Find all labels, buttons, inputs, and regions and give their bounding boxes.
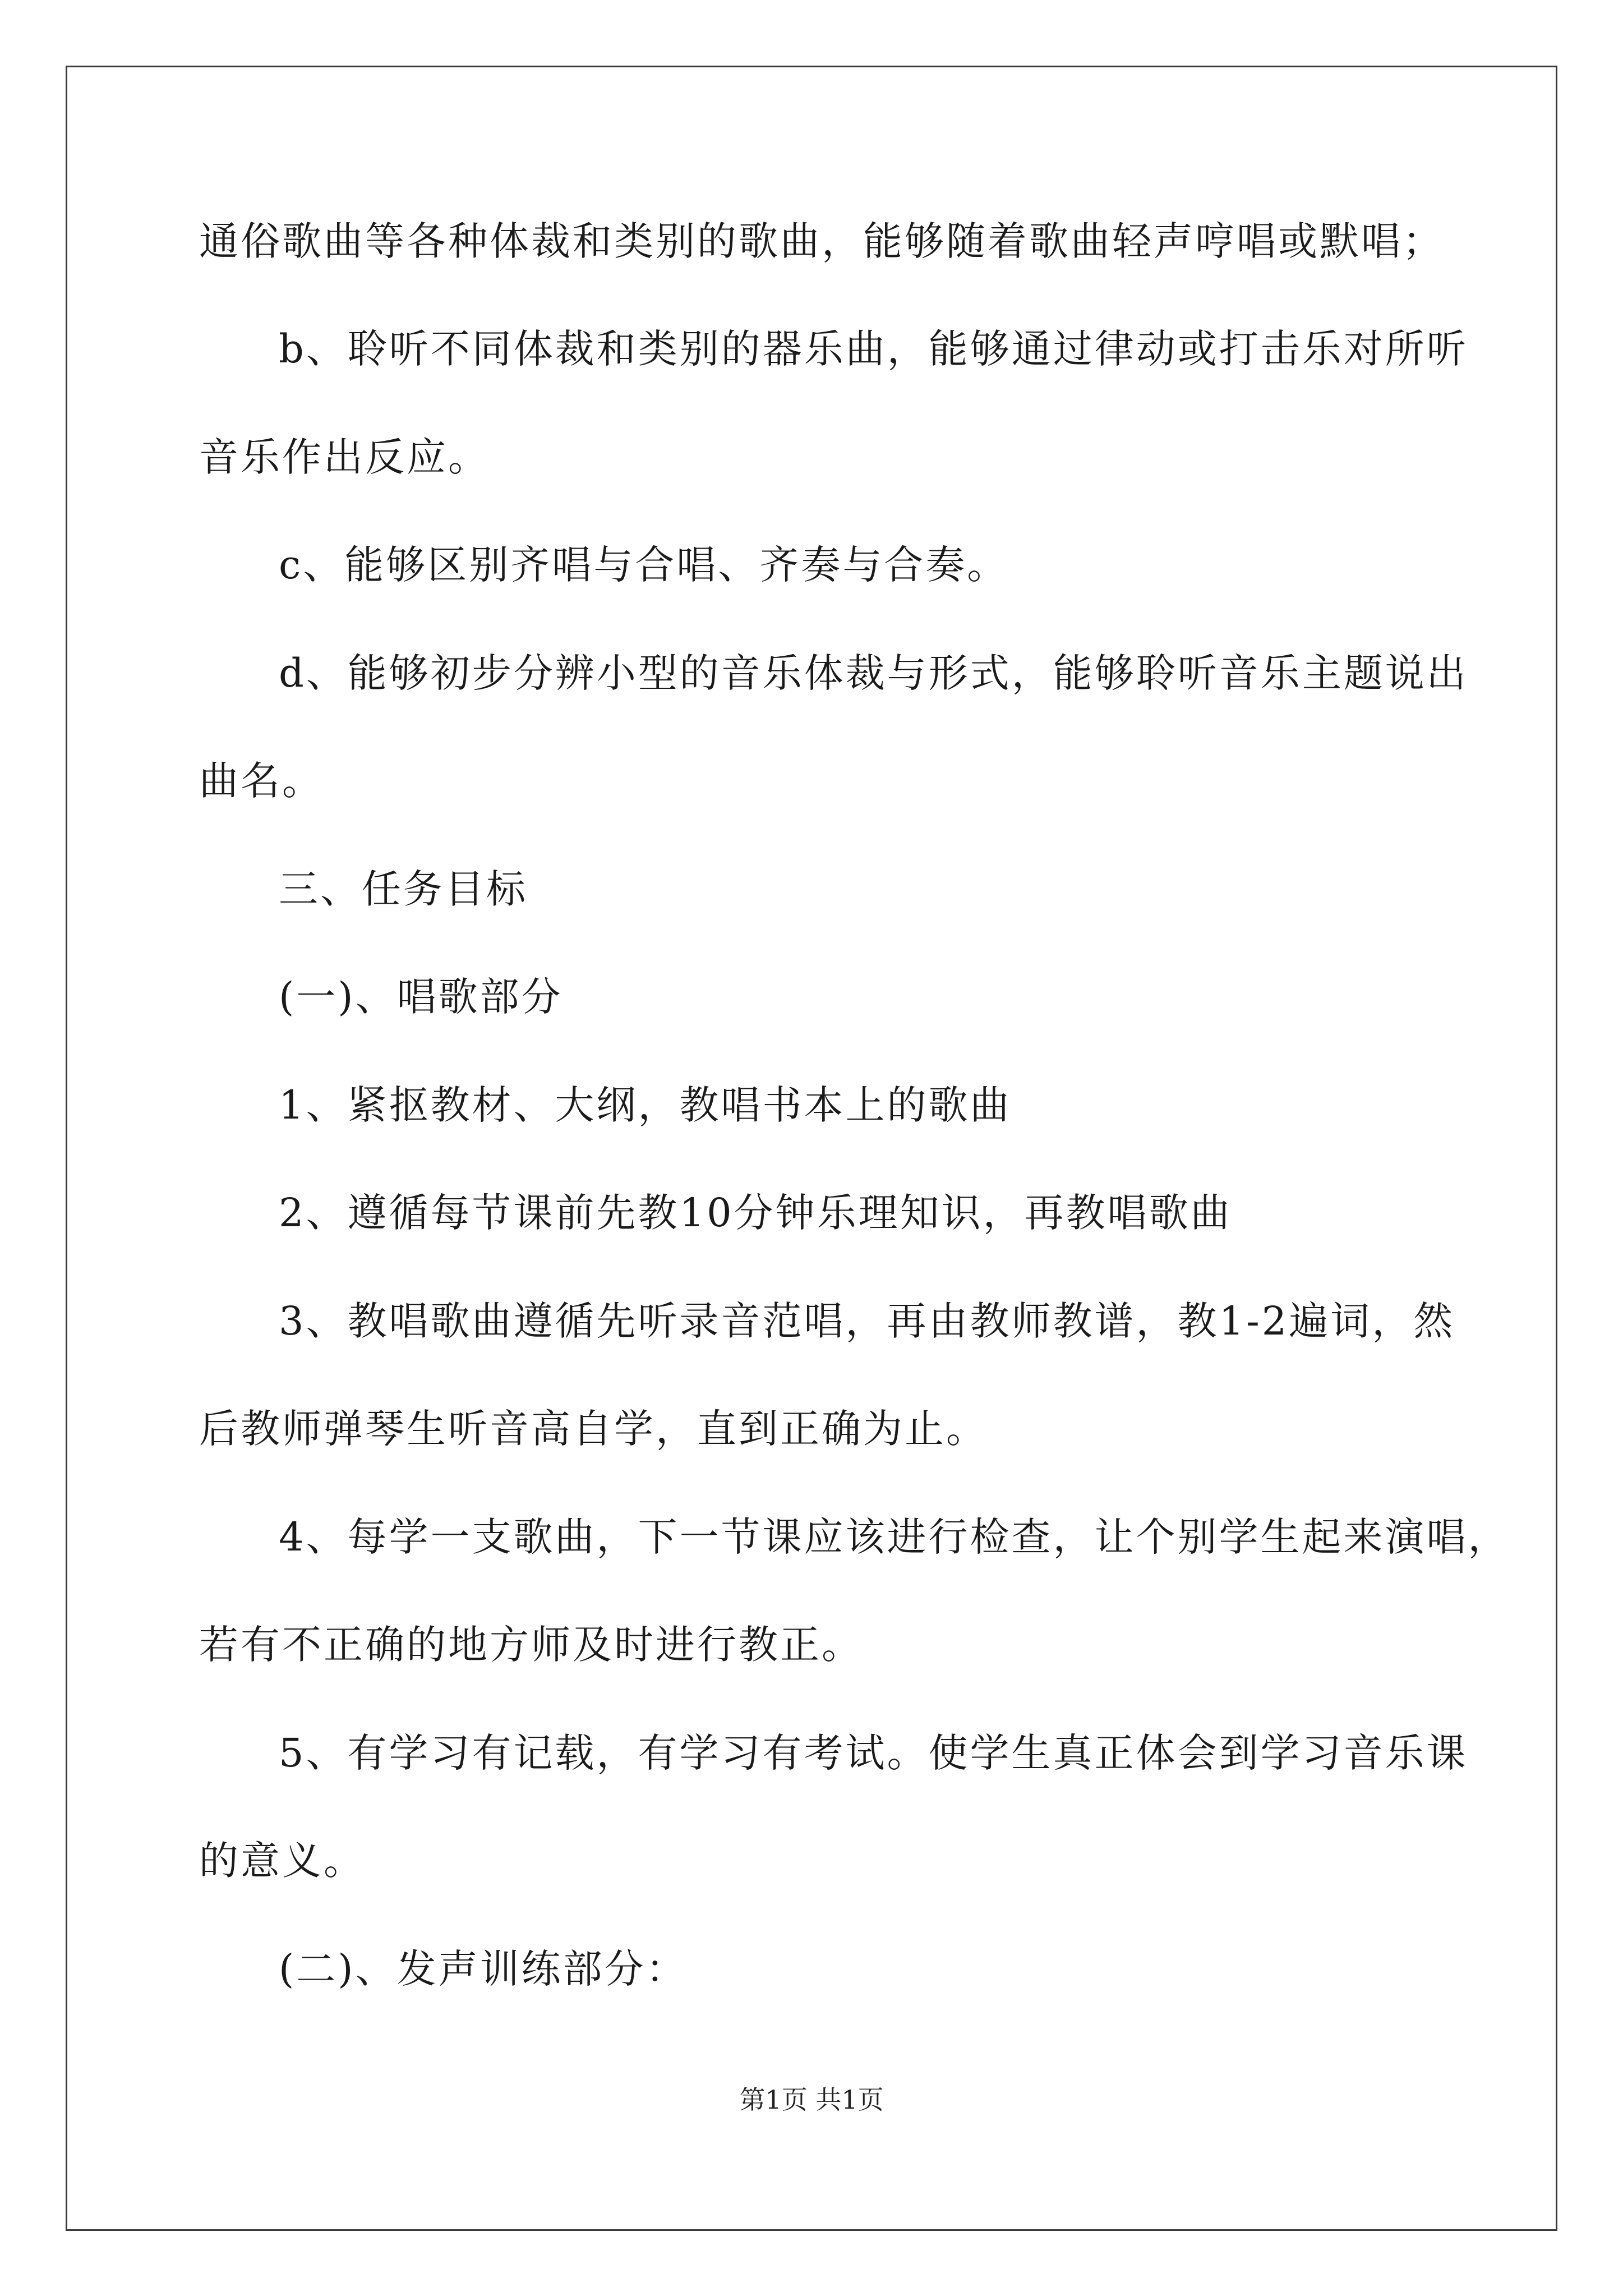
paragraph-line: 通俗歌曲等各种体裁和类别的歌曲，能够随着歌曲轻声哼唱或默唱； [199, 218, 1444, 264]
paragraph-line: c、能够区别齐唱与合唱、齐奏与合奏。 [279, 542, 1009, 588]
paragraph-line: 若有不正确的地方师及时进行教正。 [199, 1622, 863, 1668]
paragraph-line: 1、紧抠教材、大纲，教唱书本上的歌曲 [279, 1082, 1012, 1128]
section-heading: 三、任务目标 [279, 866, 528, 912]
paragraph-line: d、能够初步分辨小型的音乐体裁与形式，能够聆听音乐主题说出 [279, 650, 1468, 696]
page-number-footer: 第1页 共1页 [739, 2085, 884, 2115]
paragraph-line: 2、遵循每节课前先教10分钟乐理知识，再教唱歌曲 [279, 1190, 1232, 1236]
paragraph-line: 4、每学一支歌曲，下一节课应该进行检查，让个别学生起来演唱， [279, 1514, 1510, 1560]
page-frame [66, 66, 1557, 2231]
paragraph-line: 曲名。 [199, 758, 324, 804]
paragraph-line: b、聆听不同体裁和类别的器乐曲，能够通过律动或打击乐对所听 [279, 326, 1468, 372]
subsection-heading: (一)、唱歌部分 [279, 974, 563, 1020]
paragraph-line: 的意义。 [199, 1838, 365, 1884]
paragraph-line: 3、教唱歌曲遵循先听录音范唱，再由教师教谱，教1-2遍词，然 [279, 1298, 1455, 1344]
paragraph-line: 5、有学习有记载，有学习有考试。使学生真正体会到学习音乐课 [279, 1730, 1468, 1776]
paragraph-line: 音乐作出反应。 [199, 434, 490, 480]
paragraph-line: 后教师弹琴生听音高自学，直到正确为止。 [199, 1406, 988, 1452]
subsection-heading: (二)、发声训练部分： [279, 1946, 688, 1992]
